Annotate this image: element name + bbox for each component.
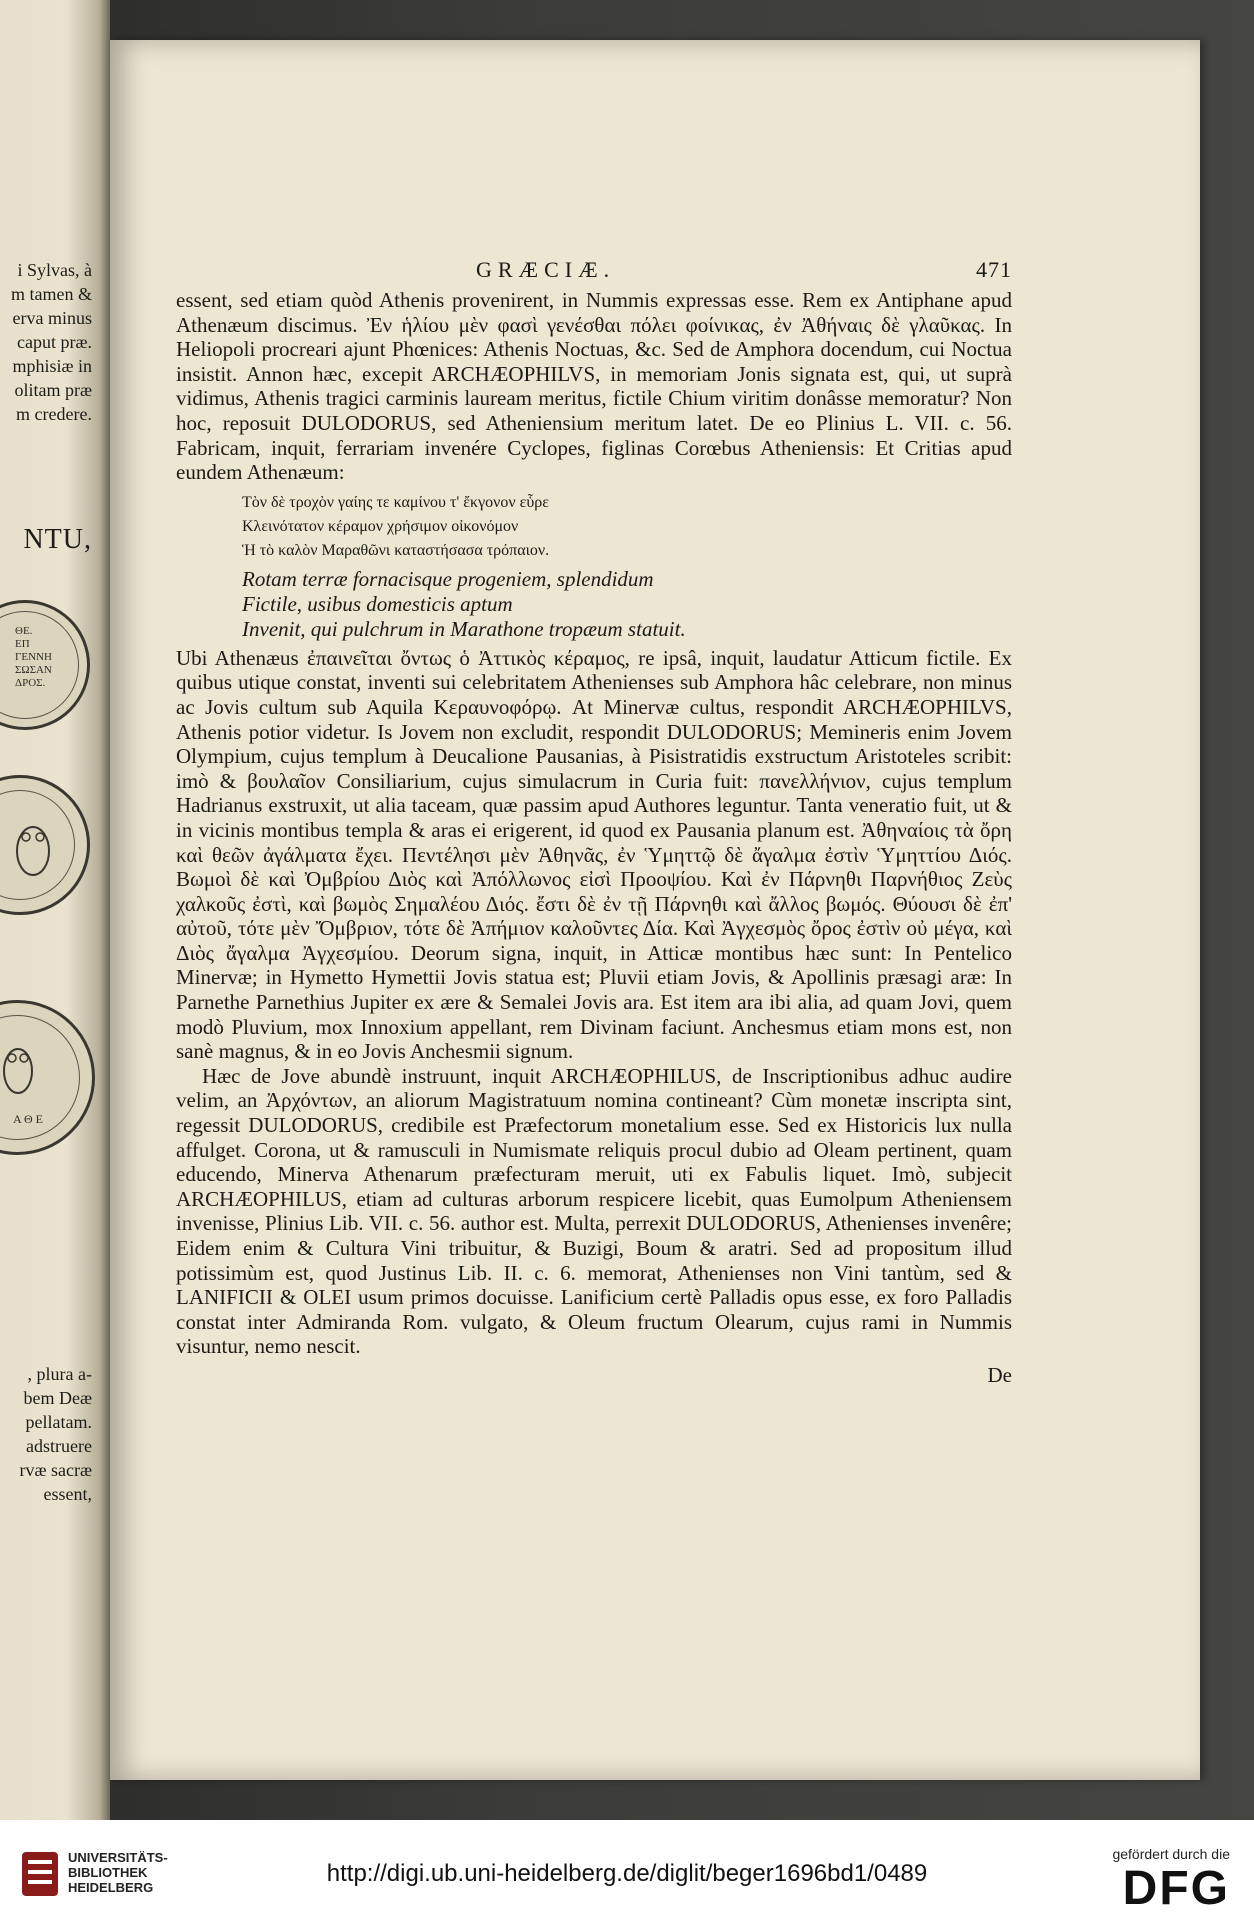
- facing-text-line: pellatam.: [25, 1412, 92, 1432]
- facing-text-line: caput præ.: [17, 332, 92, 352]
- verse-line: Ἡ τὸ καλὸν Μαραθῶνι καταστήσασα τρόπαιον.: [242, 541, 550, 559]
- book-page: [110, 40, 1200, 1780]
- coin-legend: ΘΕ.: [15, 625, 33, 637]
- verse-line: Κλεινότατον κέραμον χρήσιμον οἰκονόμον: [242, 517, 519, 535]
- verse-line: Invenit, qui pulchrum in Marathone tropæum statuit.: [242, 616, 686, 641]
- coin-legend: Α Θ Ε: [13, 1112, 43, 1126]
- facing-text-line: m credere.: [16, 404, 92, 424]
- facing-heading-fragment: NTU,: [23, 524, 92, 555]
- funding-text: gefördert durch die: [1112, 1846, 1230, 1862]
- coin-legend: ΓΕΝΝΗ: [15, 651, 52, 663]
- paragraph: essent, sed etiam quòd Athenis provenirent, in Nummis expressas esse. Rem ex Antiphane apud Athenæum discimus. Ἐν ἡλίου μὲν φασὶ γενέσθαι πόλει φοίνικας, ἐν Ἀθήναις δὲ γλαῦκας. In Heliopoli procreari ajunt Phœnices: Athenis Noctuas, &c. Sed de Amphora docendum, cui Noctua insistit. Annon hæc, excepit ARCHÆOPHILVS, in memoriam Jonis signata est, qui, ut suprà vidimus, Athenis tragici carminis lauream meritus, fictile Chium viritim donâsse memoratur? Non hoc, reposuit DULODORUS, sed Atheniensium meritum latet. De eo Plinius L. VII. c. 56. Fabricam, inquit, ferrariam invenére Cyclopes, figlinas Corœbus Atheniensis: Et Critias apud eundem Athenæum:: [176, 288, 1012, 485]
- latin-verse: [242, 567, 1012, 642]
- paragraph: Hæc de Jove abundè instruunt, inquit ARCHÆOPHILUS, de Inscriptionibus adhuc audire velim, an Ἀρχόντων, an aliorum Magistratuum nomina contineant? Cùm monetæ inscripta sint, regessit DULODORUS, credibile est Præfectorum monetalium esse. Sed ex Historicis lux nulla affulget. Corona, ut & ramusculi in Numismate reliquis procul dubio ad Oleam pertinent, quam educendo, Minerva Athenarum præfecturam meruit, uti ex Fabulis liquet. Imò, subjecit ARCHÆOPHILUS, etiam ad culturas arborum respicere licebit, quas Eumolpum Atheniensem invenisse, Plinius Lib. VII. c. 56. author est. Multa, perrexit DULODORUS, Athenienses invenêre; Eidem enim & Cultura Vini tribuitur, & Buzigi, Boum & aratri. Sed ad propositum illud potissimùm est, quod Justinus Lib. II. c. 6. memorat, Athenienses non Vini tantùm, sed & LANIFICII & OLEI usum primos docuisse. Lanificium certè Palladis opus esse, ex foro Palladis constat inter Admiranda Rom. vulgato, & Oleum fructum Olearum, cujus rami in Nummis visuntur, nemo nescit.: [176, 1063, 1012, 1359]
- facing-text-line: erva minus: [12, 308, 92, 328]
- dfg-logo: DFG: [1122, 1862, 1230, 1915]
- facing-text-line: essent,: [43, 1484, 92, 1504]
- facing-text-line: mphisiæ in: [12, 356, 92, 376]
- library-name-line: HEIDELBERG: [68, 1880, 154, 1895]
- running-head: [176, 258, 1012, 288]
- page-number: 471: [976, 257, 1012, 282]
- verse-line: Fictile, usibus domesticis aptum: [242, 591, 513, 616]
- coin-legend: ΔΡΟΣ.: [15, 677, 46, 689]
- funding-notice[interactable]: [1112, 1846, 1230, 1914]
- page-text-block: [176, 258, 1012, 1388]
- coin-legend: ΣΩΣΑΝ: [15, 664, 52, 676]
- coin-image: [0, 600, 90, 730]
- catchword: De: [987, 1362, 1012, 1387]
- coin-image: [0, 1000, 95, 1155]
- paragraph: Ubi Athenæus ἐπαινεῖται ὄντως ὁ Ἀττικὸς κέραμος, re ipsâ, inquit, laudatur Atticum fictile. Ex quibus utique constat, inventi sui celebritatem Athenienses sub Amphora hâc celebrare, non minus ac Jovis cultum sub Aquila Κεραυνοφόρῳ. At Minervæ cultus, respondit ARCHÆOPHILVS, Athenis potior videtur. Is Jovem non excludit, respondit DULODORUS; Memineris enim Jovem Olympium, cujus templum à Deucalione Pausanias, à Pisistratidis exstructum Aristoteles scribit: imò & βουλαῖον Consiliarium, cujus simulacrum in Curia fuit: πανελλήνιον, cujus templum Hadrianus exstruxit, ut alia taceam, quæ passim apud Authores leguntur. Tanta veneratio fuit, ut & in vicinis montibus templa & aras ei erigerent, id quod ex Pausania planum est. Ἀθηναίοις τὰ ὄρη καὶ θεῶν ἀγάλματα ἔχει. Πεντέλησι μὲν Ἀθηνᾶς, ἐν Ὑμηττῷ δὲ ἄγαλμα ἐστὶν Ὑμηττίου Διός. Βωμοὶ δὲ καὶ Ὀμβρίου Διὸς καὶ Ἀπόλλωνος εἰσὶ Προοψίου. Καὶ ἐν Πάρνηθι Παρνήθιος Ζεὺς χαλκοῦς ἐστὶ, καὶ βωμὸς Σημαλέου Διός. ἔστι δὲ ἐν τῇ Πάρνηθι καὶ ἄλλος βωμός. Θύουσι δὲ ἐπ' αὐτοῦ, τότε μὲν Ὄμβριον, τότε δὲ Ἀπήμιον καλοῦντες Δία. Καὶ Ἀγχεσμὸς ὄρος ἐστὶν οὐ μέγα, καὶ Διὸς ἄγαλμα Ἀγχεσμίου. Deorum signa, inquit, in Atticæ montibus hæc sunt: In Pentelico Minervæ; in Hymetto Hymettii Jovis statua est; Pluvii etiam Jovis, & Apollinis præsagi aræ: In Parnethe Parnethius Jupiter ex ære & Semalei Jovis ara. Est item ara ibi alia, ad quam Jovi, quem modò Pluvium, mox Innoxium appellant, rem Divinam faciunt. Anchesmus etiam mons est, non sanè magnus, & in eo Jovis Anchesmii signum.: [176, 645, 1012, 1064]
- library-name-line: BIBLIOTHEK: [68, 1865, 148, 1880]
- library-name-line: UNIVERSITÄTS-: [68, 1850, 168, 1865]
- facing-text-line: adstruere: [26, 1436, 92, 1456]
- verse-line: Τὸν δὲ τροχὸν γαίης τε καμίνου τ' ἔκγονον εὗρε: [242, 493, 549, 511]
- facing-page-fragment: [0, 0, 110, 1820]
- viewer-footer: [0, 1820, 1254, 1928]
- owl-icon: [0, 1033, 53, 1103]
- facing-text-line: rvæ sacræ: [19, 1460, 92, 1480]
- facing-text-line: m tamen &: [11, 284, 92, 304]
- facing-text-line: , plura a-: [27, 1364, 92, 1384]
- owl-icon: [8, 813, 68, 883]
- coin-legend: ΕΠ: [15, 638, 30, 650]
- facing-text-line: olitam præ: [14, 380, 92, 400]
- facing-text-line: i Sylvas, à: [17, 260, 92, 280]
- greek-verse: [242, 491, 1012, 563]
- running-title: GRÆCIÆ.: [476, 257, 616, 282]
- permalink[interactable]: http://digi.ub.uni-heidelberg.de/diglit/beger1696bd1/0489: [326, 1860, 928, 1887]
- verse-line: Rotam terræ fornacisque progeniem, splendidum: [242, 566, 654, 591]
- coin-image: [0, 775, 90, 915]
- facing-text-line: bem Deæ: [23, 1388, 92, 1408]
